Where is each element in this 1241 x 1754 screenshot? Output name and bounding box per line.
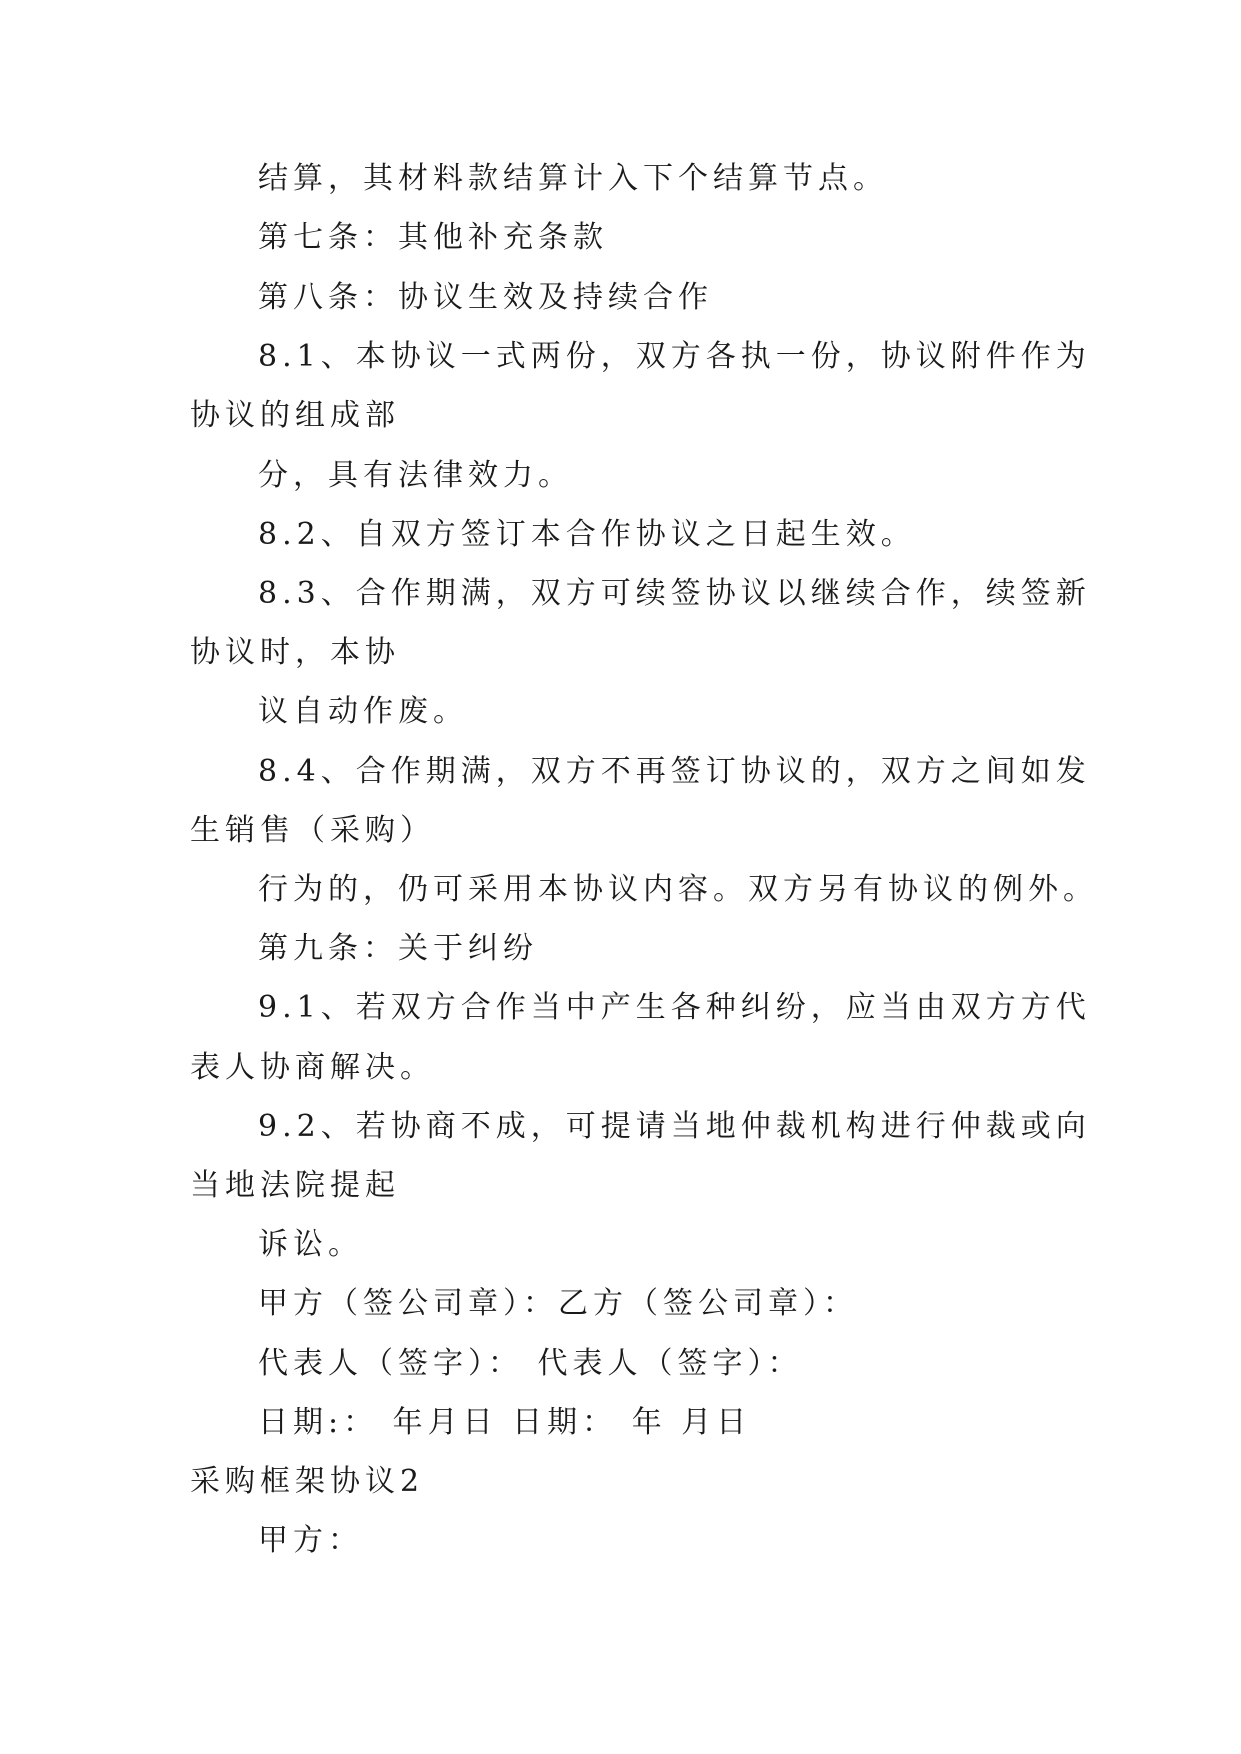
clause-9-2-line-2: 当地法院提起 [190, 1168, 400, 1203]
signature-representatives: 代表人（签字）： 代表人（签字）： [258, 1346, 803, 1381]
clause-8-4-line-3: 行为的，仍可采用本协议内容。双方另有协议的例外。 [258, 872, 1098, 907]
clause-8-3-line-1: 8.3、合作期满，双方可续签协议以继续合作，续签新 [258, 576, 1091, 611]
text-line-settlement: 结算，其材料款结算计入下个结算节点。 [258, 161, 888, 196]
article-8-heading: 第八条：协议生效及持续合作 [258, 280, 713, 315]
party-a-label: 甲方： [258, 1523, 363, 1558]
clause-9-2-line-1: 9.2、若协商不成，可提请当地仲裁机构进行仲裁或向 [258, 1109, 1091, 1144]
clause-8-4-line-2: 生销售（采购） [190, 813, 435, 848]
clause-8-1-line-1: 8.1、本协议一式两份，双方各执一份，协议附件作为 [258, 339, 1091, 374]
clause-8-2: 8.2、自双方签订本合作协议之日起生效。 [258, 517, 916, 552]
signature-company-seals: 甲方（签公司章）：乙方（签公司章）： [258, 1286, 858, 1321]
article-9-heading: 第九条：关于纠纷 [258, 931, 538, 966]
clause-8-3-line-3: 议自动作废。 [258, 694, 468, 729]
article-7-heading: 第七条：其他补充条款 [258, 220, 608, 255]
signature-dates: 日期:： 年月日 日期： 年 月日 [258, 1405, 752, 1440]
clause-8-4-line-1: 8.4、合作期满，双方不再签订协议的，双方之间如发 [258, 754, 1091, 789]
clause-9-1-line-1: 9.1、若双方合作当中产生各种纠纷，应当由双方方代 [258, 990, 1091, 1025]
clause-9-1-line-2: 表人协商解决。 [190, 1050, 435, 1085]
next-document-title: 采购框架协议2 [190, 1464, 425, 1499]
clause-9-2-line-3: 诉讼。 [258, 1227, 363, 1262]
clause-8-1-line-3: 分，具有法律效力。 [258, 458, 573, 493]
clause-8-3-line-2: 协议时，本协 [190, 635, 400, 670]
clause-8-1-line-2: 协议的组成部 [190, 398, 400, 433]
